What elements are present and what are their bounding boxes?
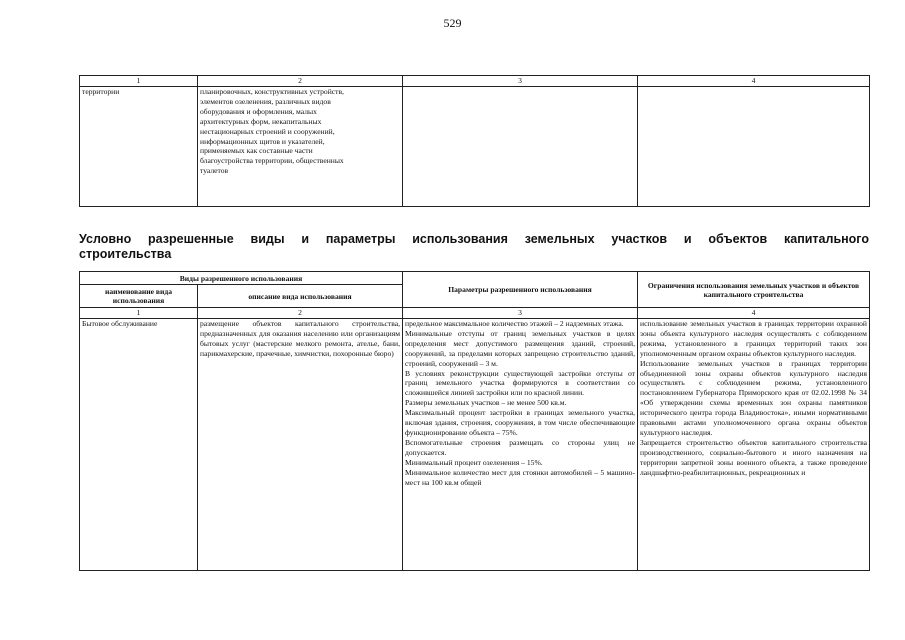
main-table-col-number: 2 xyxy=(198,308,403,319)
main-cell-description xyxy=(198,319,403,571)
main-table-header-row xyxy=(80,272,870,285)
main-table xyxy=(79,271,870,571)
top-table-cell-limits xyxy=(638,87,870,207)
main-table-col-number: 1 xyxy=(80,308,198,319)
subheader-name: наименование вида использования xyxy=(80,285,198,308)
main-cell-parameters xyxy=(403,319,638,571)
top-table-header-row xyxy=(80,76,870,87)
top-table xyxy=(79,75,870,207)
top-table-cell-description: планировочных, конструктивных устройств, элементов озеленения, различных видов оборудования и оформления, малых архитектурных форм, некапитальных нестационарных строений и сооружений, информационных щитов и указателей, применяемых как составные части благоустройства территории, общественных туалетов xyxy=(198,87,403,207)
main-cell-parameters-text: предельное максимальное количество этажей – 2 надземных этажа. Минимальные отступы от границ земельных участков в целях определения мест допустимого размещения зданий, строений, сооружений, за пределами которых запрещено строительство зданий, строений, сооружений – 3 м. В условиях реконструкции существующей застройки отступы от границ земельного участка формируются в соответствии со сложившейся линией застройки или по красной линии. Размеры земельных участков – не менее 500 кв.м. Максимальный процент застройки в границах земельного участка, включая здания, строения, сооружения, в том числе обеспечивающие функционирование объекта – 75%. Вспомогательные строения размещать со стороны улиц не допускается. Минимальный процент озеленения – 15%. Минимальное количество мест для стоянки автомобилей – 5 машино-мест на 100 кв.м общей xyxy=(405,319,635,487)
top-table-cell-name: территории xyxy=(80,87,198,207)
main-cell-limits-text: использование земельных участков в границах территории охранной зоны объекта культурного наследия осуществлять с соблюдением режима, установленного в границах территорий таких зон уполномоченным органом охраны объектов культурного наследия. Использование земельных участков в границах территории объединенной зоны охраны объектов культурного наследия осуществлять с соблюдением режима, установленного постановлением Губернатора Приморского края от 02.02.1998 № 34 «Об утверждении схемы временных зон охраны памятников исторического центра города Владивостока», иными нормативными правовыми актами уполномоченного органа охраны объектов культурного наследия. Запрещается строительство объектов капитального строительства производственного, социально-бытового и иного назначения на территории запретной зоны военного объекта, а также проведение ландшафтно-реабилитационных, рекреационных и xyxy=(640,319,867,477)
main-table-col-number: 3 xyxy=(403,308,638,319)
main-cell-description-text: размещение объектов капитального строительства, предназначенных для оказания населению или организациям бытовых услуг (мастерские мелкого ремонта, ателье, бани, парикмахерские, прачечные, химчистки, похоронные бюро) xyxy=(200,319,400,358)
page-number: 529 xyxy=(443,16,462,30)
table-row xyxy=(80,319,870,571)
section-title: Условно разрешенные виды и параметры использования земельных участков и объектов капитального строительства xyxy=(79,232,869,261)
top-table-cell-parameters xyxy=(403,87,638,207)
main-cell-name-text: Бытовое обслуживание xyxy=(82,319,158,328)
group-header: Виды разрешенного использования xyxy=(80,272,403,285)
top-table-col-number: 4 xyxy=(638,76,870,87)
top-table-col-number: 1 xyxy=(80,76,198,87)
main-table-number-row xyxy=(80,308,870,319)
header-parameters: Параметры разрешенного использования xyxy=(403,272,638,308)
top-table-col-number: 3 xyxy=(403,76,638,87)
main-table-col-number: 4 xyxy=(638,308,870,319)
main-cell-limits xyxy=(638,319,870,571)
top-table-col-number: 2 xyxy=(198,76,403,87)
subheader-description: описание вида использования xyxy=(198,285,403,308)
main-cell-name xyxy=(80,319,198,571)
table-row xyxy=(80,87,870,207)
header-limits: Ограничения использования земельных участков и объектов капитального строительства xyxy=(638,272,870,308)
